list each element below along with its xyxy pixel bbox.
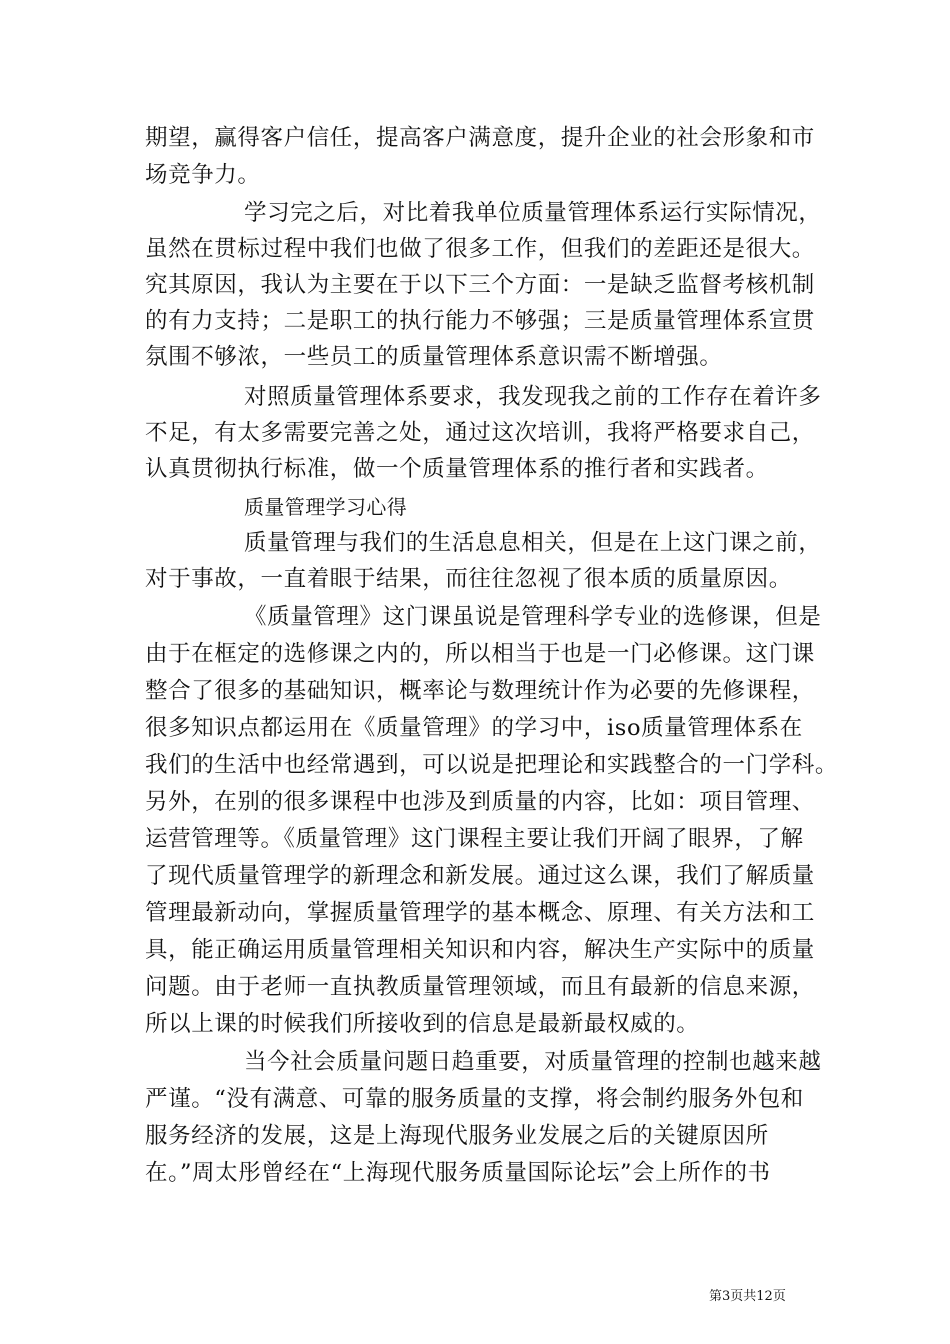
page-number: 第3页共12页 — [709, 1289, 786, 1304]
text-line: 了现代质量管理学的新理念和新发展。通过这么课，我们了解质量 — [145, 863, 815, 889]
text-line: 服务经济的发展，这是上海现代服务业发展之后的关键原因所 — [145, 1123, 769, 1149]
text-line: 所以上课的时候我们所接收到的信息是最新最权威的。 — [145, 1011, 700, 1037]
text-line: 的有力支持；二是职工的执行能力不够强；三是质量管理体系宣贯 — [145, 308, 815, 334]
section-heading: 质量管理学习心得 — [244, 495, 408, 519]
paragraph-start-line: 质量管理与我们的生活息息相关，但是在上这门课之前， — [244, 530, 822, 556]
text-line: 具，能正确运用质量管理相关知识和内容，解决生产实际中的质量 — [145, 937, 815, 963]
text-line: 我们的生活中也经常遇到，可以说是把理论和实践整合的一门学科。 — [145, 752, 839, 778]
text-line: 整合了很多的基础知识，概率论与数理统计作为必要的先修课程， — [145, 678, 815, 704]
text-line: 严谨。“没有满意、可靠的服务质量的支撑，将会制约服务外包和 — [145, 1086, 804, 1112]
text-line: 认真贯彻执行标准，做一个质量管理体系的推行者和实践者。 — [145, 456, 769, 482]
paragraph-start-line: 当今社会质量问题日趋重要，对质量管理的控制也越来越 — [244, 1049, 822, 1075]
paragraph-start-line: 学习完之后，对比着我单位质量管理体系运行实际情况， — [244, 200, 822, 226]
text-line: 问题。由于老师一直执教质量管理领域，而且有最新的信息来源， — [145, 974, 815, 1000]
text-line: 究其原因，我认为主要在于以下三个方面：一是缺乏监督考核机制 — [145, 272, 815, 298]
text-line: 不足，有太多需要完善之处，通过这次培训，我将严格要求自己， — [145, 420, 815, 446]
text-line: 对于事故，一直着眼于结果，而往往忽视了很本质的质量原因。 — [145, 566, 792, 592]
text-line: 另外，在别的很多课程中也涉及到质量的内容，比如：项目管理、 — [145, 789, 815, 815]
text-line: 管理最新动向，掌握质量管理学的基本概念、原理、有关方法和工 — [145, 900, 815, 926]
text-line: 期望，赢得客户信任，提高客户满意度，提升企业的社会形象和市 — [145, 125, 815, 151]
text-line: 运营管理等。《质量管理》这门课程主要让我们开阔了眼界，了解 — [145, 826, 804, 852]
text-line: 在。”周太彤曾经在“上海现代服务质量国际论坛”会上所作的书 — [145, 1160, 771, 1186]
text-line: 由于在框定的选修课之内的，所以相当于也是一门必修课。这门课 — [145, 641, 815, 667]
paragraph-start-line: 《质量管理》这门课虽说是管理科学专业的选修课，但是 — [244, 604, 822, 630]
text-line: 氛围不够浓，一些员工的质量管理体系意识需不断增强。 — [145, 344, 723, 370]
text-line: 场竞争力。 — [145, 162, 261, 188]
text-line: 很多知识点都运用在《质量管理》的学习中，iso质量管理体系在 — [145, 715, 803, 741]
text-line: 虽然在贯标过程中我们也做了很多工作，但我们的差距还是很大。 — [145, 236, 815, 262]
paragraph-start-line: 对照质量管理体系要求，我发现我之前的工作存在着许多 — [244, 384, 822, 410]
